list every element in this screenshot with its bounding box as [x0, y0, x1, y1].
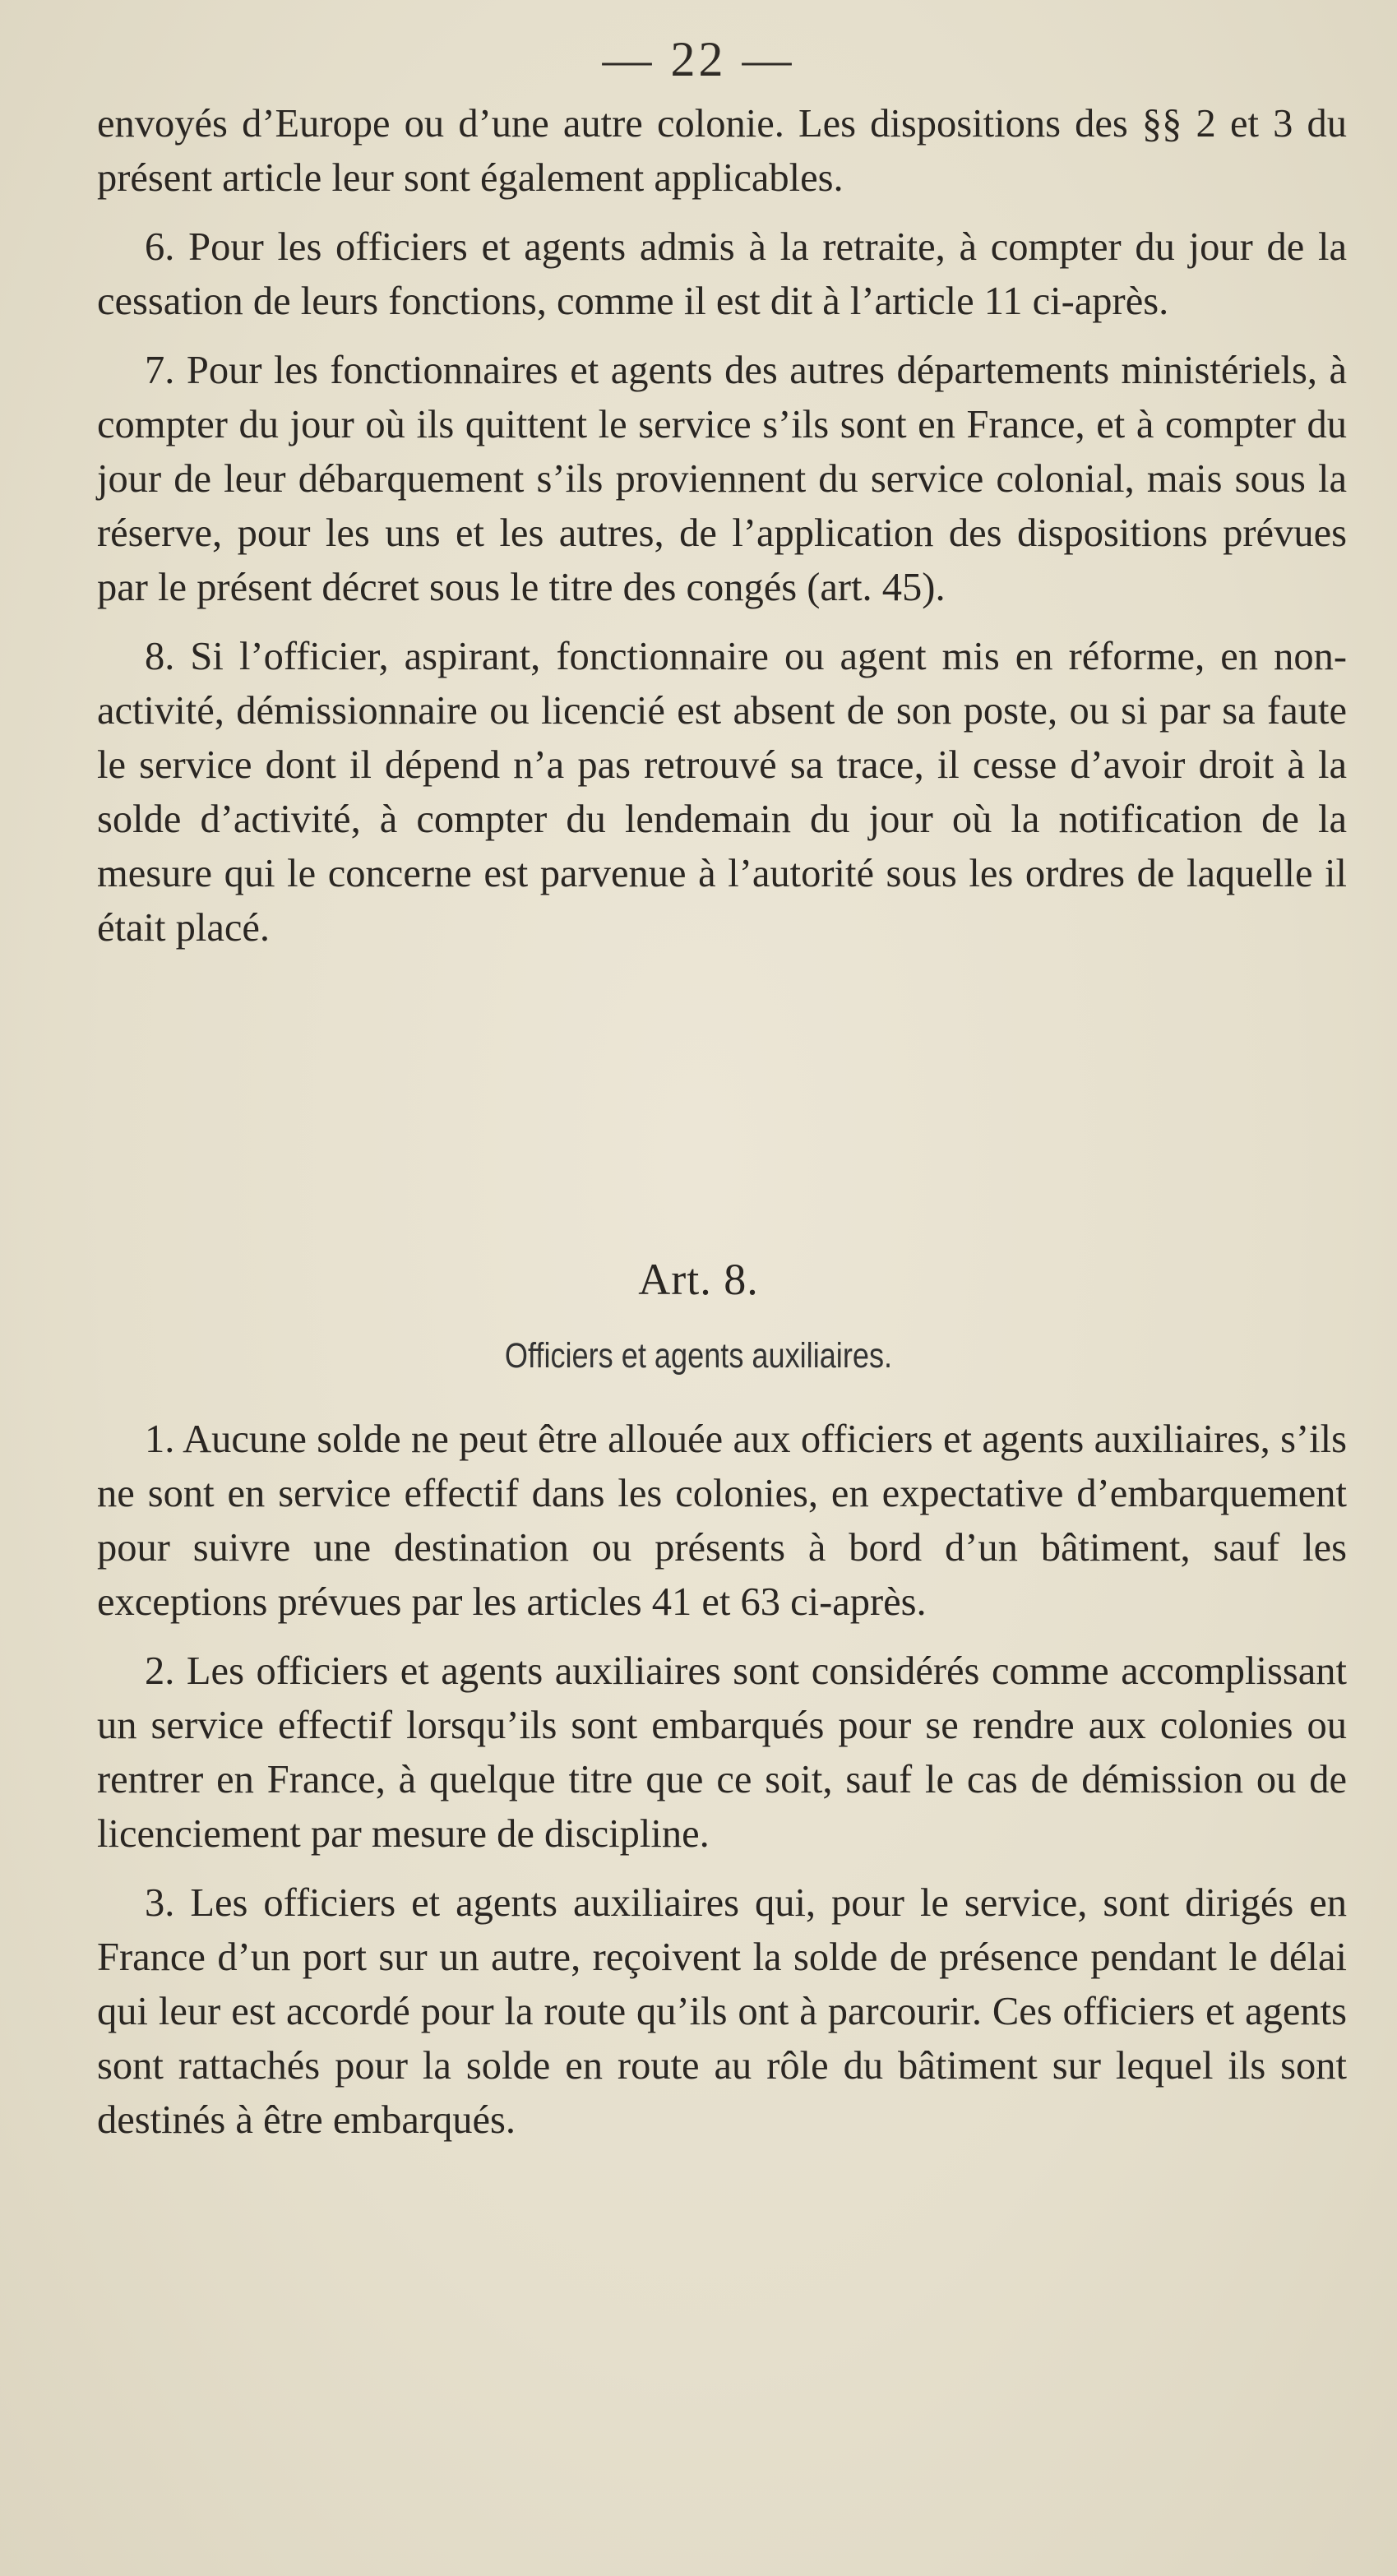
text-block-top [97, 97, 1347, 955]
text-block-bottom [97, 1413, 1347, 2148]
article-subtitle: Officiers et agents auxiliaires. [504, 1336, 893, 1376]
paragraph-7: 7. Pour les fonctionnaires et agents des autres départements ministériels, à compter du jour où ils quittent le service s’ils sont en France, et à compter du jour de leur débarquement s’ils proviennent du service colonial, mais sous la réserve, pour les uns et les autres, de l’application des dispositions prévues par le présent décret sous le titre des congés (art. 45). [97, 349, 1347, 609]
paragraph-art8-3: 3. Les officiers et agents auxiliaires qui, pour le service, sont dirigés en France d’un port sur un autre, reçoivent la solde de présence pendant le délai qui leur est accordé pour la route qu’ils ont à parcourir. Ces officiers et agents sont rattachés pour la solde en route au rôle du bâtiment sur lequel ils sont destinés à être embarqués. [97, 1881, 1347, 2142]
paragraph-6: 6. Pour les officiers et agents admis à la retraite, à compter du jour de la cessation de leurs fonctions, comme il est dit à l’article 11 ci-après. [97, 225, 1347, 323]
paragraph-art8-2: 2. Les officiers et agents auxiliaires sont considérés comme accomplissant un service effectif lorsqu’ils sont embarqués pour se rendre aux colonies ou rentrer en France, à quelque titre que ce soit, sauf le cas de démission ou de licenciement par mesure de discipline. [97, 1649, 1347, 1856]
paragraph-continuation: envoyés d’Europe ou d’une autre colonie. Les dispositions des §§ 2 et 3 du présent article leur sont également applicables. [97, 102, 1347, 200]
article-title: Art. 8. [638, 1255, 759, 1304]
paragraph-8: 8. Si l’officier, aspirant, fonctionnaire ou agent mis en réforme, en non-activité, démissionnaire ou licencié est absent de son poste, ou si par sa faute le service dont il dépend n’a pas retrouvé sa trace, il cesse d’avoir droit à la solde d’activité, à compter du lendemain du jour où la notification de la mesure qui le concerne est parvenue à l’autorité sous les ordres de laquelle il était placé. [97, 635, 1347, 950]
page-number: — 22 — [602, 32, 795, 86]
paragraph-art8-1: 1. Aucune solde ne peut être allouée aux officiers et agents auxiliaires, s’ils ne sont en service effectif dans les colonies, en expectative d’embarquement pour suivre une destination ou présents à bord d’un bâtiment, sauf les exceptions prévues par les articles 41 et 63 ci-après. [97, 1417, 1347, 1624]
